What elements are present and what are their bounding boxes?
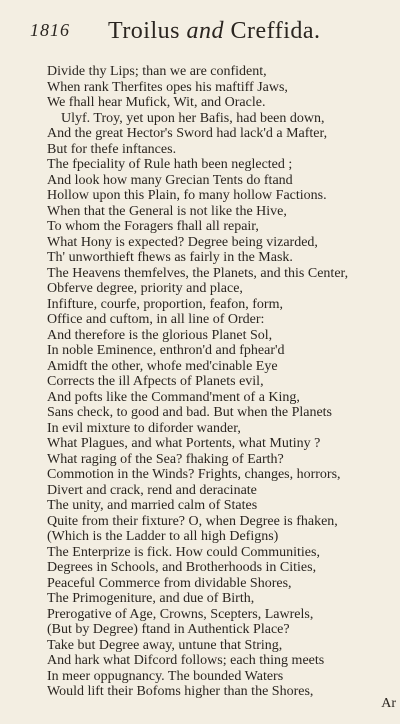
text-line: And pofts like the Command'ment of a King, [47,389,300,405]
text-line: And hark what Difcord follows; each thing meets [47,653,325,668]
text-line: To whom the Foragers fhall all repair, [47,219,259,234]
text-line: When that the General is not like the Hive, [47,203,287,219]
text-line: (But by Degree) ftand in Authentick Place? [47,622,290,637]
text-line: What raging of the Sea? fhaking of Earth? [47,451,284,467]
text-line: What Plagues, and what Portents, what Mutiny ? [47,436,321,451]
text-line: And the great Hector's Sword had lack'd a Mafter, [47,126,328,141]
text-line: Degrees in Schools, and Brotherhoods in Cities, [47,560,317,575]
text-line: In evil mixture to diforder wander, [47,420,241,436]
running-title-and: and [186,18,224,44]
text-line: Obferve degree, priority and place, [47,281,243,296]
running-title-part1: Troilus [108,18,187,44]
text-line: Amidft the other, whofe med'cinable Eye [47,358,278,374]
text-line: Infifture, courfe, proportion, feafon, form, [47,296,283,312]
running-title-part2: Creffida. [223,18,321,44]
text-line: The unity, and married calm of States [47,498,258,513]
text-line: Ulyf. Troy, yet upon her Bafis, had been down, [61,110,325,126]
text-line: The fpeciality of Rule hath been neglected ; [47,157,293,172]
text-line: The Heavens themfelves, the Planets, and this Center, [47,265,349,281]
text-line: Take but Degree away, untune that String, [47,637,283,653]
text-line: When rank Therfites opes his maftiff Jaws, [47,79,288,95]
text-line: Sans check, to good and bad. But when the Planets [47,405,333,420]
text-line: And look how many Grecian Tents do ftand [47,172,293,188]
text-line: Peaceful Commerce from dividable Shores, [47,575,292,591]
page-number: 1816 [30,20,70,40]
text-line: Th' unworthieft fhews as fairly in the Mask. [47,250,293,265]
running-title [108,18,321,45]
text-line: Would lift their Bofoms higher than the Shores, [47,684,314,699]
text-line: And therefore is the glorious Planet Sol, [47,327,273,343]
text-line: Divide thy Lips; than we are confident, [47,64,267,79]
text-line: The Primogeniture, and due of Birth, [47,591,255,606]
catchword: Ar [381,696,396,711]
text-line: In noble Eminence, enthron'd and fphear'd [47,343,285,358]
text-line: Office and cuftom, in all line of Order: [47,312,265,327]
page-header [30,10,390,50]
text-line: What Hony is expected? Degree being vizarded, [47,234,318,250]
text-line: In meer oppugnancy. The bounded Waters [47,668,284,684]
text-line: (Which is the Ladder to all high Defigns) [47,529,279,544]
text-line: The Enterprize is fick. How could Communities, [47,544,320,560]
text-line: We fhall hear Mufick, Wit, and Oracle. [47,95,266,110]
text-line: Commotion in the Winds? Frights, changes, horrors, [47,467,341,482]
text-line: Corrects the ill Afpects of Planets evil, [47,374,264,389]
text-line: But for thefe inftances. [47,141,177,157]
text-line: Divert and crack, rend and deracinate [47,482,257,498]
verse-text [47,64,392,700]
text-line: Hollow upon this Plain, fo many hollow Factions. [47,188,327,203]
text-line: Prerogative of Age, Crowns, Scepters, Lawrels, [47,606,314,622]
text-line: Quite from their fixture? O, when Degree is fhaken, [47,513,338,529]
